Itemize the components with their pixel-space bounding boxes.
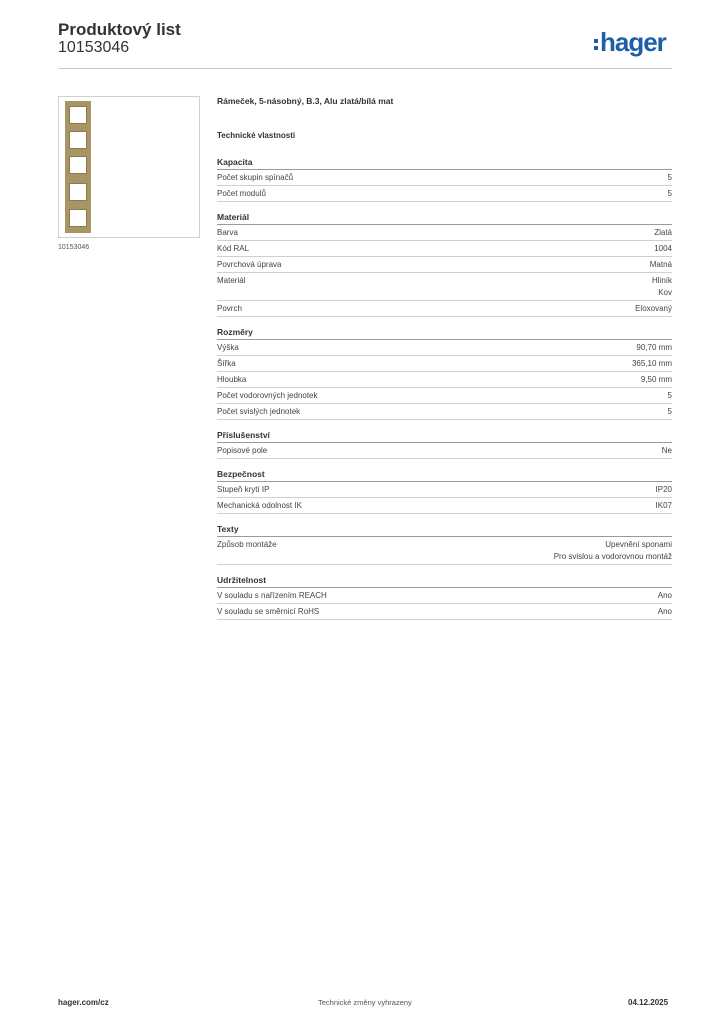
spec-value [654, 227, 672, 239]
spec-label: Stupeň krytí IP [217, 485, 270, 494]
frame-picture [65, 101, 91, 233]
spec-value-line: Eloxovaný [635, 304, 672, 313]
spec-value-line: Hliník [651, 276, 672, 285]
spec-value [668, 172, 672, 184]
spec-value-line: 365,10 mm [631, 359, 672, 368]
spec-value [668, 188, 672, 200]
spec-label: Počet svislých jednotek [217, 407, 301, 416]
spec-value [635, 303, 672, 315]
footer-note: Technické změny vyhrazeny [318, 998, 412, 1007]
spec-value-line: Ne [661, 446, 672, 455]
spec-group-title: Rozměry [217, 327, 672, 340]
spec-group-title: Bezpečnost [217, 469, 672, 482]
hager-logo [594, 27, 666, 57]
spec-value [636, 342, 672, 354]
spec-value-line: Zlatá [654, 228, 672, 237]
spec-group [217, 524, 672, 565]
header-divider [58, 68, 672, 69]
logo-wordmark: hager [600, 27, 666, 57]
spec-row [217, 482, 672, 498]
spec-value [554, 539, 672, 563]
spec-group [217, 575, 672, 620]
spec-row [217, 388, 672, 404]
spec-row [217, 537, 672, 565]
spec-value-line: Upevnění sponami [605, 540, 672, 549]
spec-value [658, 606, 672, 618]
spec-label: Povrch [217, 304, 242, 313]
spec-label: Povrchová úprava [217, 260, 282, 269]
spec-group-title: Texty [217, 524, 672, 537]
spec-row [217, 372, 672, 388]
spec-label: Kód RAL [217, 244, 250, 253]
spec-group [217, 212, 672, 317]
spec-group [217, 327, 672, 420]
spec-row [217, 170, 672, 186]
spec-group-title: Příslušenství [217, 430, 672, 443]
frame-opening [69, 156, 87, 174]
spec-value-line: Matná [649, 260, 672, 269]
spec-label: Počet modulů [217, 189, 266, 198]
spec-row [217, 273, 672, 301]
spec-value-line: 5 [667, 391, 672, 400]
spec-row [217, 340, 672, 356]
spec-row [217, 241, 672, 257]
spec-group-title: Materiál [217, 212, 672, 225]
product-name: Rámeček, 5-násobný, B.3, Alu zlatá/bílá mat [217, 96, 394, 106]
spec-row [217, 498, 672, 514]
spec-label: Počet vodorovných jednotek [217, 391, 318, 400]
spec-value [632, 358, 672, 370]
image-caption: 10153046 [58, 244, 90, 251]
product-image [58, 96, 200, 238]
spec-value-line: 1004 [654, 244, 672, 253]
spec-value [668, 390, 672, 402]
spec-row [217, 604, 672, 620]
spec-value [662, 445, 672, 457]
spec-group [217, 157, 672, 202]
spec-value [668, 406, 672, 418]
footer-website: hager.com/cz [58, 998, 109, 1007]
spec-value-line: 5 [667, 407, 672, 416]
spec-value-line: Ano [657, 591, 672, 600]
spec-row [217, 443, 672, 459]
spec-group [217, 430, 672, 459]
spec-row [217, 356, 672, 372]
spec-value [641, 374, 672, 386]
spec-value [658, 590, 672, 602]
spec-value-line: IP20 [655, 485, 672, 494]
spec-value-line: IK07 [655, 501, 672, 510]
frame-opening [69, 209, 87, 227]
spec-label: Šířka [217, 359, 236, 368]
spec-value [656, 500, 672, 512]
spec-row [217, 257, 672, 273]
spec-group [217, 469, 672, 514]
spec-label: Popisové pole [217, 446, 268, 455]
product-code: 10153046 [58, 39, 130, 56]
spec-row [217, 225, 672, 241]
spec-row [217, 186, 672, 202]
technical-properties-title: Technické vlastnosti [217, 131, 296, 140]
spec-label: Počet skupin spínačů [217, 173, 294, 182]
spec-value-line: 90,70 mm [636, 343, 672, 352]
spec-value-line: 9,50 mm [640, 375, 672, 384]
spec-value [652, 275, 672, 299]
spec-value [656, 484, 672, 496]
footer-date: 04.12.2025 [628, 998, 669, 1007]
spec-label: V souladu se směrnicí RoHS [217, 607, 320, 616]
spec-value-line: Pro svislou a vodorovnou montáž [553, 552, 672, 561]
spec-row [217, 404, 672, 420]
spec-group-title: Udržitelnost [217, 575, 672, 588]
frame-opening [69, 183, 87, 201]
spec-value-line: 5 [667, 173, 672, 182]
spec-label: Materiál [217, 276, 246, 285]
spec-label: Výška [217, 343, 239, 352]
logo-dots-icon [594, 39, 598, 50]
spec-label: V souladu s nařízením REACH [217, 591, 327, 600]
spec-label: Mechanická odolnost IK [217, 501, 302, 510]
spec-row [217, 301, 672, 317]
spec-label: Způsob montáže [217, 540, 277, 549]
frame-opening [69, 106, 87, 124]
spec-value-line: Kov [658, 288, 672, 297]
spec-label: Hloubka [217, 375, 247, 384]
spec-label: Barva [217, 228, 238, 237]
spec-value-line: Ano [657, 607, 672, 616]
page-title: Produktový list [58, 20, 181, 39]
specification-table [217, 157, 672, 630]
spec-value [650, 259, 672, 271]
spec-row [217, 588, 672, 604]
frame-opening [69, 131, 87, 149]
spec-value [654, 243, 672, 255]
spec-group-title: Kapacita [217, 157, 672, 170]
spec-value-line: 5 [667, 189, 672, 198]
